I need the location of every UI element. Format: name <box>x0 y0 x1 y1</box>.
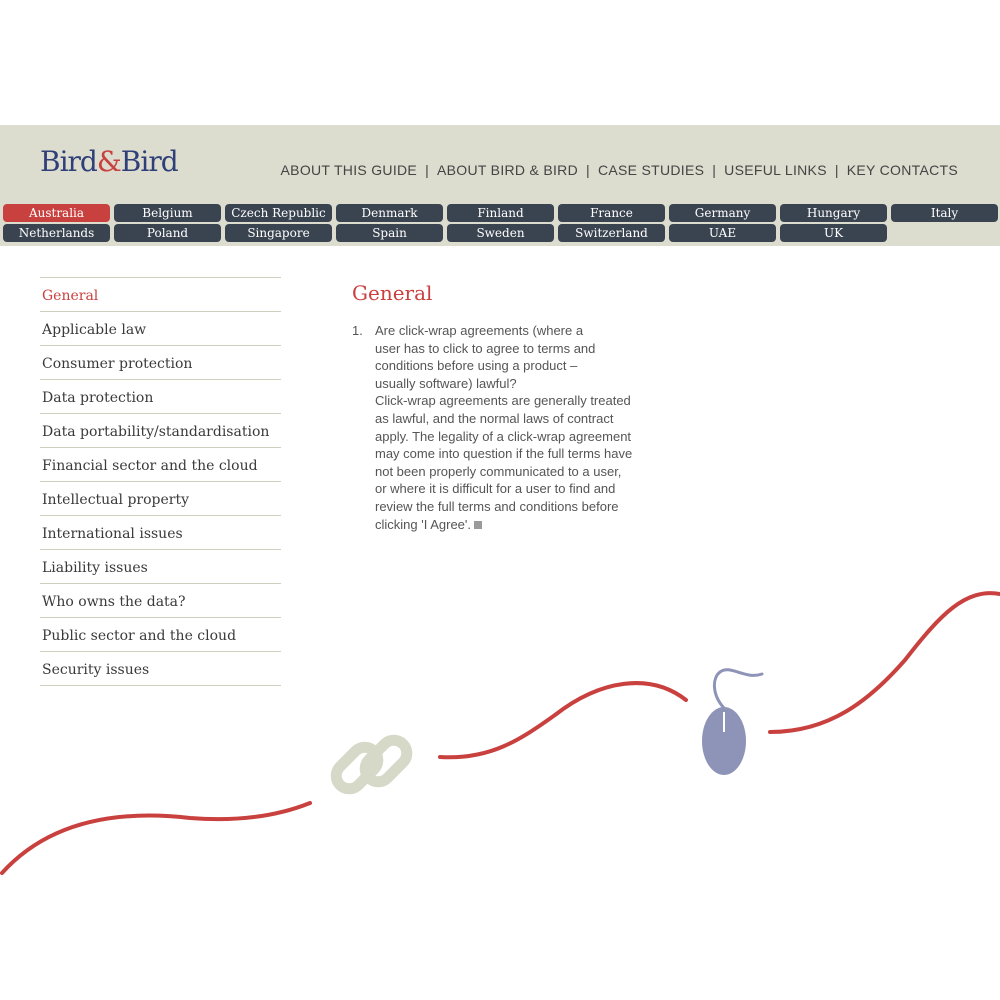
answer-line: not been properly communicated to a user, <box>375 463 622 479</box>
sidebar-item-public-sector[interactable]: Public sector and the cloud <box>40 618 281 652</box>
country-tab-spain[interactable]: Spain <box>336 224 443 242</box>
answer-line: as lawful, and the normal laws of contract <box>375 410 614 426</box>
country-tab-denmark[interactable]: Denmark <box>336 204 443 222</box>
sidebar-item-international-issues[interactable]: International issues <box>40 516 281 550</box>
country-tab-poland[interactable]: Poland <box>114 224 221 242</box>
country-tab-germany[interactable]: Germany <box>669 204 776 222</box>
nav-case-studies[interactable]: CASE STUDIES <box>597 162 705 178</box>
sidebar-item-financial-sector[interactable]: Financial sector and the cloud <box>40 448 281 482</box>
nav-separator: | <box>425 162 430 178</box>
logo-ampersand: & <box>96 145 121 178</box>
sidebar-item-intellectual-property[interactable]: Intellectual property <box>40 482 281 516</box>
question-line: usually software) lawful? <box>375 375 517 391</box>
country-tab-italy[interactable]: Italy <box>891 204 998 222</box>
red-cable-right <box>770 593 1000 732</box>
question-line: user has to click to agree to terms and <box>375 340 596 356</box>
country-tab-hungary[interactable]: Hungary <box>780 204 887 222</box>
country-tab-australia[interactable]: Australia <box>3 204 110 222</box>
answer-line: or where it is difficult for a user to find and <box>375 481 616 497</box>
nav-separator: | <box>834 162 839 178</box>
nav-about-this-guide[interactable]: ABOUT THIS GUIDE <box>280 162 418 178</box>
logo-word-first: Bird <box>40 145 97 178</box>
sidebar-item-security-issues[interactable]: Security issues <box>40 652 281 686</box>
question-line: Are click-wrap agreements (where a <box>375 323 584 338</box>
nav-separator: | <box>712 162 717 178</box>
country-tab-singapore[interactable]: Singapore <box>225 224 332 242</box>
computer-mouse-icon <box>702 670 762 775</box>
nav-useful-links[interactable]: USEFUL LINKS <box>724 162 827 178</box>
answer-line: may come into question if the full terms have <box>375 446 633 462</box>
country-tab-sweden[interactable]: Sweden <box>447 224 554 242</box>
logo-word-second: Bird <box>120 145 178 178</box>
country-tab-uae[interactable]: UAE <box>669 224 776 242</box>
country-tab-uk[interactable]: UK <box>780 224 887 242</box>
country-tab-switzerland[interactable]: Switzerland <box>558 224 665 242</box>
country-tab-czech-republic[interactable]: Czech Republic <box>225 204 332 222</box>
nav-key-contacts[interactable]: KEY CONTACTS <box>846 162 958 178</box>
country-tab-netherlands[interactable]: Netherlands <box>3 224 110 242</box>
sidebar-item-general[interactable]: General <box>40 278 281 312</box>
sidebar-item-liability-issues[interactable]: Liability issues <box>40 550 281 584</box>
nav-separator: | <box>586 162 590 178</box>
question-line: conditions before using a product – <box>375 358 578 374</box>
nav-about-bird-and-bird[interactable]: ABOUT BIRD & BIRD <box>437 162 578 178</box>
answer-line: clicking 'I Agree'. <box>375 516 472 532</box>
answer-line: Click-wrap agreements are generally treated <box>375 393 631 409</box>
red-cable-left <box>2 803 310 873</box>
page-title: General <box>352 281 433 305</box>
sidebar-item-consumer-protection[interactable]: Consumer protection <box>40 346 281 380</box>
country-tab-finland[interactable]: Finland <box>447 204 554 222</box>
red-cable-middle <box>440 683 686 757</box>
sidebar-item-who-owns-the-data[interactable]: Who owns the data? <box>40 584 281 618</box>
answer-line: apply. The legality of a click-wrap agreement <box>375 428 632 444</box>
country-tab-france[interactable]: France <box>558 204 665 222</box>
sidebar-item-data-protection[interactable]: Data protection <box>40 380 281 414</box>
sidebar-item-data-portability[interactable]: Data portability/standardisation <box>40 414 281 448</box>
country-tab-belgium[interactable]: Belgium <box>114 204 221 222</box>
sidebar-item-applicable-law[interactable]: Applicable law <box>40 312 281 346</box>
question-number: 1. <box>352 323 363 338</box>
answer-line: review the full terms and conditions before <box>375 498 619 514</box>
link-chain-icon <box>331 735 412 794</box>
